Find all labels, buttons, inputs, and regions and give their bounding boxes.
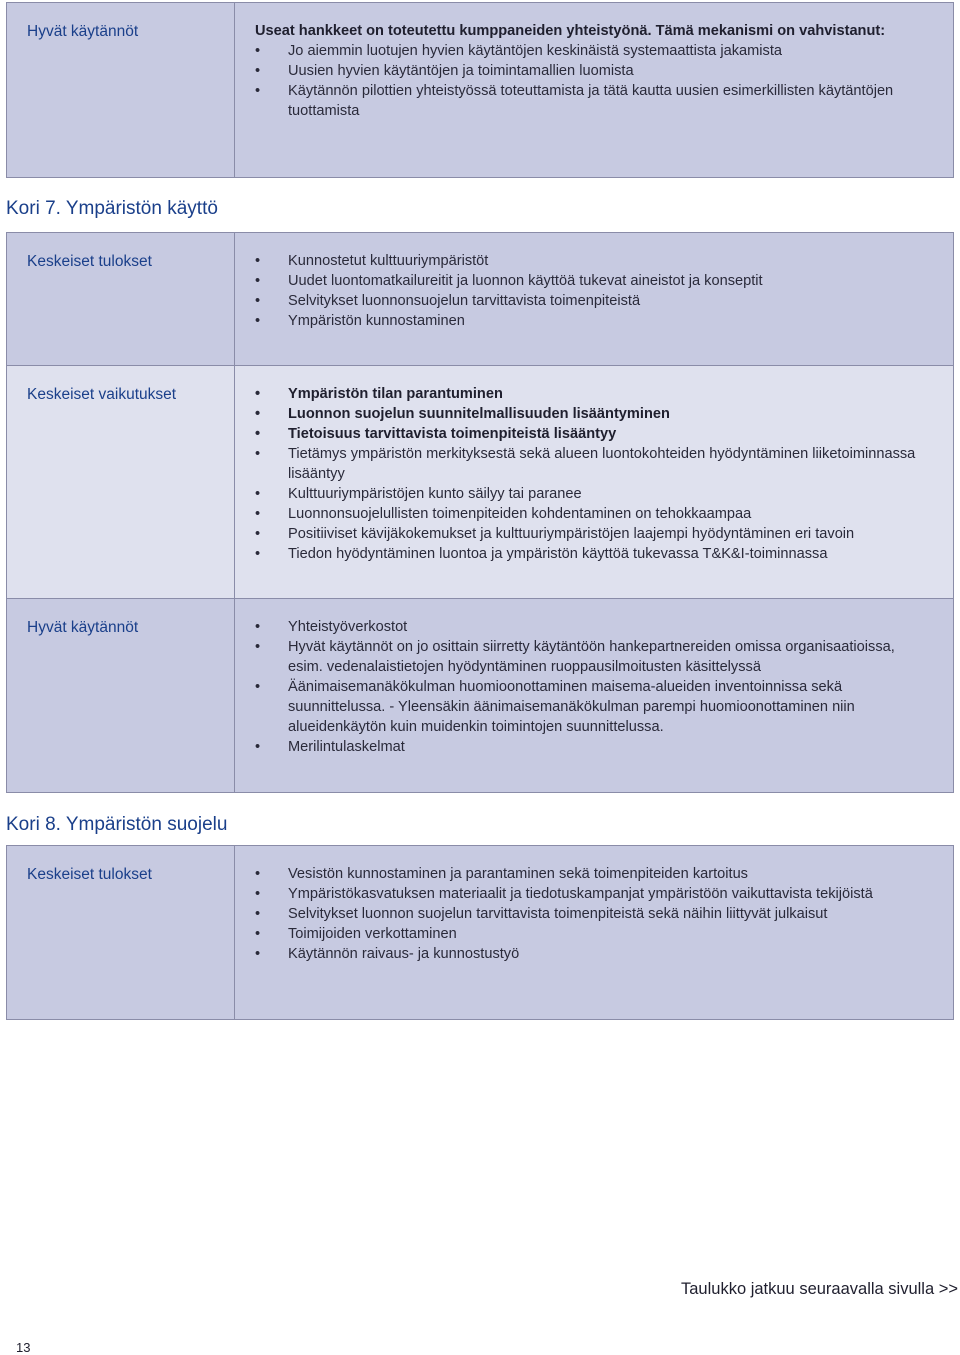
bullet-list [255, 617, 929, 757]
row-content [235, 846, 953, 1019]
row-content [235, 366, 953, 598]
row-label: Keskeiset tulokset [7, 233, 235, 365]
list-item: • Ympäristön tilan parantuminen [255, 384, 929, 404]
bullet-list [255, 864, 929, 964]
list-item: • Vesistön kunnostaminen ja parantaminen sekä toimenpiteiden kartoitus [255, 864, 929, 884]
list-item: • Luonnonsuojelullisten toimenpiteiden kohdentaminen on tehokkaampaa [255, 504, 929, 524]
list-item: • Uudet luontomatkailureitit ja luonnon käyttöä tukevat aineistot ja konseptit [255, 271, 929, 291]
list-item: • Kunnostetut kulttuuriympäristöt [255, 251, 929, 271]
section-title-kori-7: Kori 7. Ympäristön käyttö [6, 198, 218, 219]
bullet-list [255, 41, 929, 121]
list-item: • Käytännön pilottien yhteistyössä toteuttamista ja tätä kautta uusien esimerkillisten käytäntöjen tuottamista [255, 81, 929, 121]
row-label: Hyvät käytännöt [7, 599, 235, 792]
kori7-impacts-table [6, 366, 954, 599]
row-label: Hyvät käytännöt [7, 3, 235, 177]
list-item: • Uusien hyvien käytäntöjen ja toimintamallien luomista [255, 61, 929, 81]
list-item: • Ympäristön kunnostaminen [255, 311, 929, 331]
list-item: • Hyvät käytännöt on jo osittain siirretty käytäntöön hankepartnereiden omissa organisaatioissa, esim. vedenalaistietojen hyödyntäminen ruoppausilmoitusten käsittelyssä [255, 637, 929, 677]
intro-text: Useat hankkeet on toteutettu kumppaneiden yhteistyönä. Tämä mekanismi on vahvistanut: [255, 23, 886, 39]
list-item: • Kulttuuriympäristöjen kunto säilyy tai paranee [255, 484, 929, 504]
list-item: • Tiedon hyödyntäminen luontoa ja ympäristön käyttöä tukevassa T&K&I-toiminnassa [255, 544, 929, 564]
list-item: • Jo aiemmin luotujen hyvien käytäntöjen keskinäistä systemaattista jakamista [255, 41, 929, 61]
list-item: • Käytännön raivaus- ja kunnostustyö [255, 944, 929, 964]
practices-table-top [6, 2, 954, 178]
list-item: • Yhteistyöverkostot [255, 617, 929, 637]
list-item: • Luonnon suojelun suunnitelmallisuuden lisääntyminen [255, 404, 929, 424]
row-content [235, 599, 953, 792]
kori7-results-table [6, 232, 954, 366]
kori8-results-table [6, 845, 954, 1020]
list-item: • Selvitykset luonnon suojelun tarvittavista toimenpiteistä sekä näihin liittyvät julkaisut [255, 904, 929, 924]
page-number: 13 [16, 1340, 31, 1355]
bullet-list [255, 251, 929, 331]
continued-note: Taulukko jatkuu seuraavalla sivulla >> [681, 1280, 958, 1298]
list-item: • Positiiviset kävijäkokemukset ja kulttuuriympäristöjen laajempi hyödyntäminen eri tavoin [255, 524, 929, 544]
list-item: • Tietämys ympäristön merkityksestä sekä alueen luontokohteiden hyödyntäminen liiketoiminnassa lisääntyy [255, 444, 929, 484]
list-item: • Toimijoiden verkottaminen [255, 924, 929, 944]
kori7-practices-table [6, 599, 954, 793]
list-item: • Äänimaisemanäkökulman huomioonottaminen maisema-alueiden inventoinnissa sekä suunnittelussa. - Yleensäkin äänimaisemanäkökulman parempi huomioonottaminen niin alueidenkäytön kuin muidenkin toimintojen suunnittelussa. [255, 677, 929, 737]
row-content [235, 233, 953, 365]
list-item: • Tietoisuus tarvittavista toimenpiteistä lisääntyy [255, 424, 929, 444]
row-label: Keskeiset vaikutukset [7, 366, 235, 598]
section-title-kori-8: Kori 8. Ympäristön suojelu [6, 814, 228, 835]
row-label: Keskeiset tulokset [7, 846, 235, 1019]
row-content [235, 3, 953, 177]
list-item: • Merilintulaskelmat [255, 737, 929, 757]
list-item: • Selvitykset luonnonsuojelun tarvittavista toimenpiteistä [255, 291, 929, 311]
bullet-list [255, 384, 929, 564]
list-item: • Ympäristökasvatuksen materiaalit ja tiedotuskampanjat ympäristöön vaikuttavista tekijöistä [255, 884, 929, 904]
